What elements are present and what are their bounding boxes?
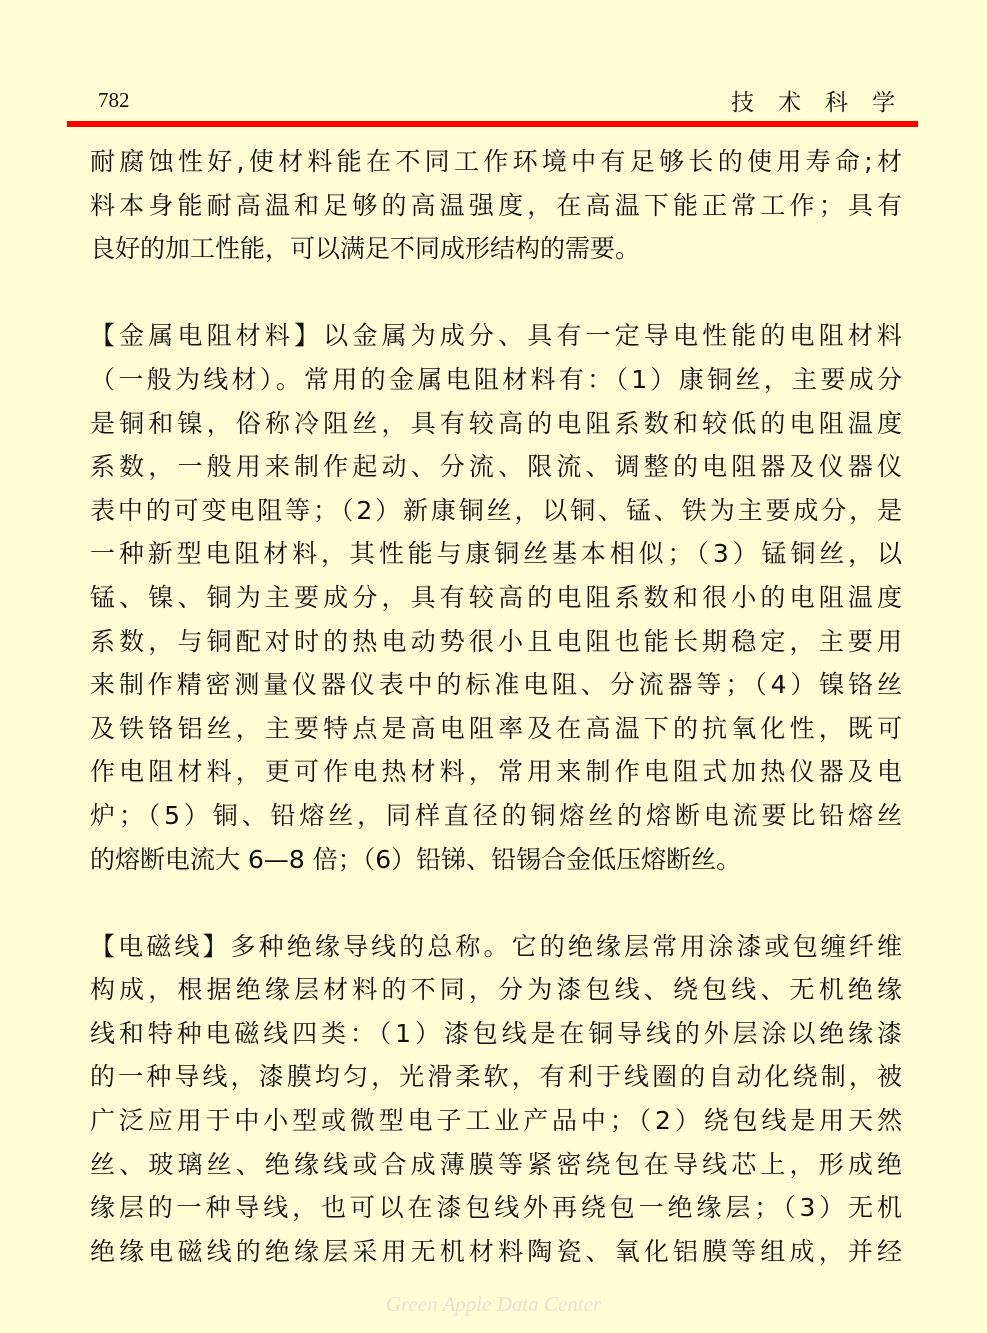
text-line: 表中的可变电阻等；（2）新康铜丝，以铜、锰、铁为主要成分，是 bbox=[90, 495, 902, 525]
text-line: 丝、玻璃丝、绝缘线或合成薄膜等紧密绕包在导线芯上，形成绝 bbox=[90, 1149, 902, 1179]
text-line: 是铜和镍，俗称冷阻丝，具有较高的电阻系数和较低的电阻温度 bbox=[90, 408, 902, 438]
text-line: 锰、镍、铜为主要成分，具有较高的电阻系数和很小的电阻温度 bbox=[90, 582, 902, 612]
text-line: 绝缘电磁线的绝缘层采用无机材料陶瓷、氧化铝膜等组成，并经 bbox=[90, 1236, 902, 1266]
text-line: 的一种导线，漆膜均匀，光滑柔软，有利于线圈的自动化绕制，被 bbox=[90, 1062, 902, 1092]
text-line: 系数，与铜配对时的热电动势很小且电阻也能长期稳定，主要用 bbox=[90, 626, 902, 656]
text-line: 一种新型电阻材料，其性能与康铜丝基本相似；（3）锰铜丝，以 bbox=[90, 539, 902, 569]
text-line: 料本身能耐高温和足够的高温强度，在高温下能正常工作；具有 bbox=[90, 190, 902, 220]
page-body bbox=[90, 140, 902, 1317]
text-line: 【金属电阻材料】以金属为成分、具有一定导电性能的电阻材料 bbox=[90, 321, 902, 351]
paragraph bbox=[90, 925, 902, 1274]
text-line: 系数，一般用来制作起动、分流、限流、调整的电阻器及仪器仪 bbox=[90, 452, 902, 482]
text-line: （一般为线材）。常用的金属电阻材料有：（1）康铜丝，主要成分 bbox=[90, 364, 902, 394]
paragraph bbox=[90, 140, 902, 271]
text-line: 【电磁线】多种绝缘导线的总称。它的绝缘层常用涂漆或包缠纤维 bbox=[90, 931, 902, 961]
watermark: Green Apple Data Center bbox=[385, 1292, 602, 1316]
text-line: 广泛应用于中小型或微型电子工业产品中；（2）绕包线是用天然 bbox=[90, 1106, 902, 1136]
paragraph bbox=[90, 314, 902, 881]
text-line: 构成，根据绝缘层材料的不同，分为漆包线、绕包线、无机绝缘 bbox=[90, 975, 902, 1005]
text-line: 缘层的一种导线，也可以在漆包线外再绕包一绝缘层；（3）无机 bbox=[90, 1193, 902, 1223]
section-title: 技术科学 bbox=[731, 90, 919, 116]
text-line: 良好的加工性能，可以满足不同成形结构的需要。 bbox=[90, 234, 641, 264]
page-number: 782 bbox=[98, 88, 130, 112]
text-line: 耐腐蚀性好,使材料能在不同工作环境中有足够长的使用寿命;材 bbox=[90, 147, 902, 176]
text-line: 的熔断电流大 6—8 倍；（6）铅锑、铅锡合金低压熔断丝。 bbox=[90, 844, 742, 874]
text-line: 及铁铬铝丝，主要特点是高电阻率及在高温下的抗氧化性，既可 bbox=[90, 713, 902, 743]
header-rule bbox=[67, 121, 918, 127]
text-line: 来制作精密测量仪器仪表中的标准电阻、分流器等；（4）镍铬丝 bbox=[90, 670, 902, 700]
text-line: 线和特种电磁线四类：（1）漆包线是在铜导线的外层涂以绝缘漆 bbox=[90, 1018, 902, 1048]
text-line: 作电阻材料，更可作电热材料，常用来制作电阻式加热仪器及电 bbox=[90, 757, 902, 787]
text-line: 炉；（5）铜、铅熔丝，同样直径的铜熔丝的熔断电流要比铅熔丝 bbox=[90, 800, 902, 830]
